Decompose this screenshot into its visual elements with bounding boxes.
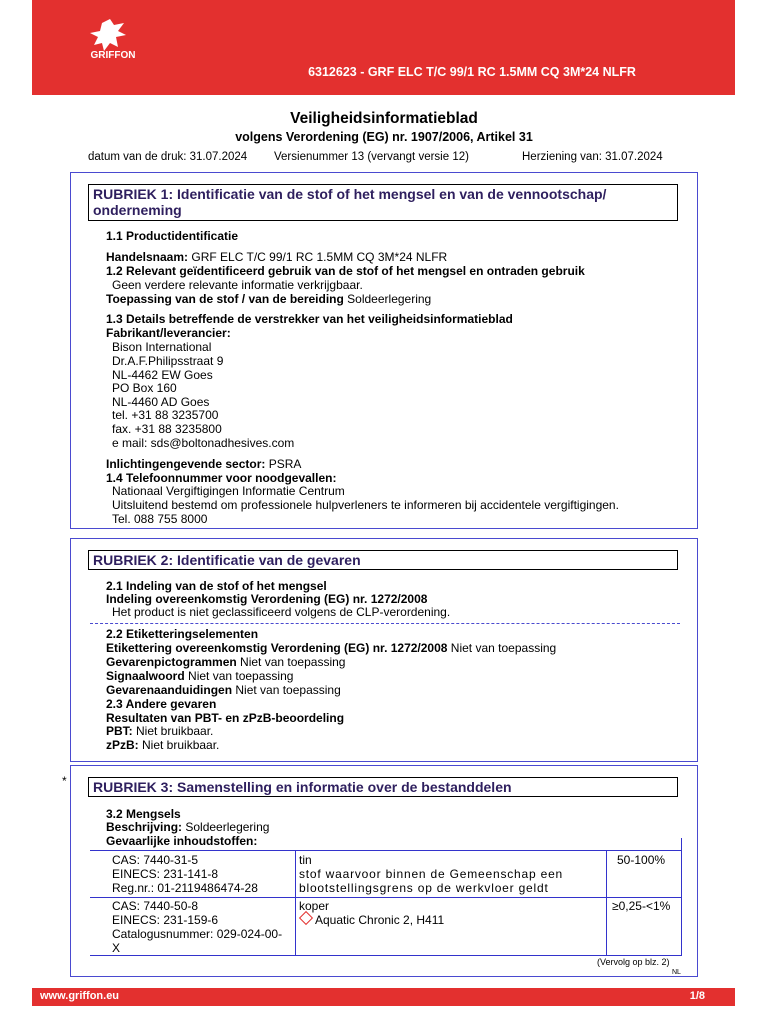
s2-pbt-results: Resultaten van PBT- en zPzB-beoordeling xyxy=(106,711,345,725)
einecs-number: EINECS: 231-141-8 xyxy=(112,867,219,881)
catalog-number-cont: X xyxy=(112,941,121,955)
info-sector-label: Inlichtingengevende sector: xyxy=(106,457,266,471)
pictograms-label: Gevarenpictogrammen xyxy=(106,655,237,669)
s2-pbt xyxy=(106,724,213,738)
s2-label-elements: 2.2 Etiketteringselementen xyxy=(106,627,259,641)
document-subtitle: volgens Verordening (EG) nr. 1907/2006, Artikel 31 xyxy=(235,130,533,144)
s2-pictograms xyxy=(106,655,345,669)
concentration: ≥0,25-<1% xyxy=(612,899,671,913)
s1-relevant-use: 1.2 Relevant geïdentificeerd gebruik van de stof of het mengsel en ontraden gebruik xyxy=(106,264,585,278)
pictograms-value: Niet van toepassing xyxy=(236,655,346,669)
cas-number: CAS: 7440-50-8 xyxy=(112,899,199,913)
header-band xyxy=(32,0,735,95)
ingredient-cell xyxy=(299,899,444,927)
s3-hazardous-ingredients: Gevaarlijke inhoudstoffen: xyxy=(106,834,258,848)
ingredient-note: stof waarvoor binnen de Gemeenschap een xyxy=(299,867,564,881)
signal-word-value: Niet van toepassing xyxy=(184,669,294,683)
table-rule xyxy=(606,850,607,955)
griffon-logo-icon xyxy=(80,17,140,69)
document-title: Veiligheidsinformatieblad xyxy=(290,110,478,127)
table-rule xyxy=(295,850,296,955)
address-line: Bison International xyxy=(112,340,212,354)
s1-info-sector xyxy=(106,457,301,471)
s1-professional-note: Uitsluitend bestemd om professionele hulpverleners te informeren bij accidentele vergiftigingen. xyxy=(112,498,619,512)
s1-trade-name xyxy=(106,250,447,264)
revision-marker: * xyxy=(62,774,67,788)
pbt-label: PBT: xyxy=(106,724,133,738)
table-row xyxy=(112,853,258,895)
s1-manufacturer: Fabrikant/leverancier: xyxy=(106,326,231,340)
s2-hazard-statements xyxy=(106,683,341,697)
address-line: NL-4460 AD Goes xyxy=(112,395,210,409)
address-phone: tel. +31 88 3235700 xyxy=(112,408,219,422)
ingredients-table xyxy=(90,838,682,956)
s2-signal-word xyxy=(106,669,293,683)
hazard-class: Aquatic Chronic 2, H411 xyxy=(315,913,445,927)
s1-application xyxy=(106,292,431,306)
footer-url[interactable]: www.griffon.eu xyxy=(40,990,120,1002)
section-3-heading: RUBRIEK 3: Samenstelling en informatie over de bestanddelen xyxy=(88,777,678,797)
description-value: Soldeerlegering xyxy=(182,820,270,834)
labelling-value: Niet van toepassing xyxy=(447,641,557,655)
s1-emergency-phone: 1.4 Telefoonnummer voor noodgevallen: xyxy=(106,471,337,485)
application-label: Toepassing van de stof / van de bereiding xyxy=(106,292,344,306)
ingredient-name: koper xyxy=(299,899,330,913)
section-2-heading: RUBRIEK 2: Identificatie van de gevaren xyxy=(88,550,678,570)
divider xyxy=(90,623,680,624)
table-row xyxy=(112,899,282,955)
table-rule xyxy=(90,850,682,851)
concentration: 50-100% xyxy=(617,853,666,867)
footer-band xyxy=(32,988,735,1006)
version-number: Versienummer 13 (vervangt versie 12) xyxy=(274,151,469,163)
table-rule xyxy=(90,897,682,898)
s1-emergency-number: Tel. 088 755 8000 xyxy=(112,512,208,526)
address-line: NL-4462 EW Goes xyxy=(112,368,213,382)
hazard-diamond-icon xyxy=(299,911,313,925)
language-code: NL xyxy=(672,969,681,976)
s2-regulation: Indeling overeenkomstig Verordening (EG) nr. 1272/2008 xyxy=(106,592,428,606)
address-line: Dr.A.F.Philipsstraat 9 xyxy=(112,354,224,368)
cas-number: CAS: 7440-31-5 xyxy=(112,853,199,867)
section-1-heading xyxy=(88,184,678,221)
address-line: PO Box 160 xyxy=(112,381,177,395)
page-number: 1/8 xyxy=(689,990,705,1002)
einecs-number: EINECS: 231-159-6 xyxy=(112,913,219,927)
s2-labelling xyxy=(106,641,556,655)
s1-poison-centre: Nationaal Vergiftigingen Informatie Centrum xyxy=(112,484,345,498)
s1-supplier-details: 1.3 Details betreffende de verstrekker van het veiligheidsinformatieblad xyxy=(106,312,513,326)
section-1-heading-line2: onderneming xyxy=(93,202,182,218)
revision-date: Herziening van: 31.07.2024 xyxy=(522,151,663,163)
continued-note: (Vervolg op blz. 2) xyxy=(597,957,670,967)
s3-mixtures: 3.2 Mengsels xyxy=(106,807,181,821)
pbt-value: Niet bruikbaar. xyxy=(132,724,214,738)
hazard-statements-label: Gevarenaanduidingen xyxy=(106,683,233,697)
address-fax: fax. +31 88 3235800 xyxy=(112,422,222,436)
table-rule xyxy=(681,838,682,955)
table-rule xyxy=(90,955,682,956)
description-label: Beschrijving: xyxy=(106,820,183,834)
print-date: datum van de druk: 31.07.2024 xyxy=(88,151,248,163)
s2-not-classified: Het product is niet geclassificeerd volgens de CLP-verordening. xyxy=(112,605,451,619)
ingredient-name: tin xyxy=(299,853,312,867)
ingredient-cell xyxy=(299,853,563,895)
s2-other-hazards: 2.3 Andere gevaren xyxy=(106,697,217,711)
product-title: 6312623 - GRF ELC T/C 99/1 RC 1.5MM CQ 3M*24 NLFR xyxy=(308,65,636,79)
trade-name-label: Handelsnaam: xyxy=(106,250,189,264)
zpzb-value: Niet bruikbaar. xyxy=(138,738,220,752)
s2-classification: 2.1 Indeling van de stof of het mengsel xyxy=(106,579,327,593)
brand-name: GRIFFON xyxy=(90,50,136,61)
zpzb-label: zPzB: xyxy=(106,738,139,752)
ingredient-note: blootstellingsgrens op de werkvloer geldt xyxy=(299,881,549,895)
s2-zpzb xyxy=(106,738,219,752)
s1-product-id: 1.1 Productidentificatie xyxy=(106,229,239,243)
s1-no-info: Geen verdere relevante informatie verkrijgbaar. xyxy=(112,278,363,292)
info-sector-value: PSRA xyxy=(265,457,302,471)
address-email: e mail: sds@boltonadhesives.com xyxy=(112,436,295,450)
labelling-label: Etikettering overeenkomstig Verordening (EG) nr. 1272/2008 xyxy=(106,641,448,655)
application-value: Soldeerlegering xyxy=(343,292,432,306)
s3-description xyxy=(106,820,269,834)
signal-word-label: Signaalwoord xyxy=(106,669,185,683)
trade-name-value: GRF ELC T/C 99/1 RC 1.5MM CQ 3M*24 NLFR xyxy=(188,250,448,264)
section-1-heading-line1: RUBRIEK 1: Identificatie van de stof of het mengsel en van de vennootschap/ xyxy=(93,186,607,202)
reg-number: Reg.nr.: 01-2119486474-28 xyxy=(112,881,258,895)
catalog-number: Catalogusnummer: 029-024-00- xyxy=(112,927,283,941)
hazard-statements-value: Niet van toepassing xyxy=(232,683,341,697)
